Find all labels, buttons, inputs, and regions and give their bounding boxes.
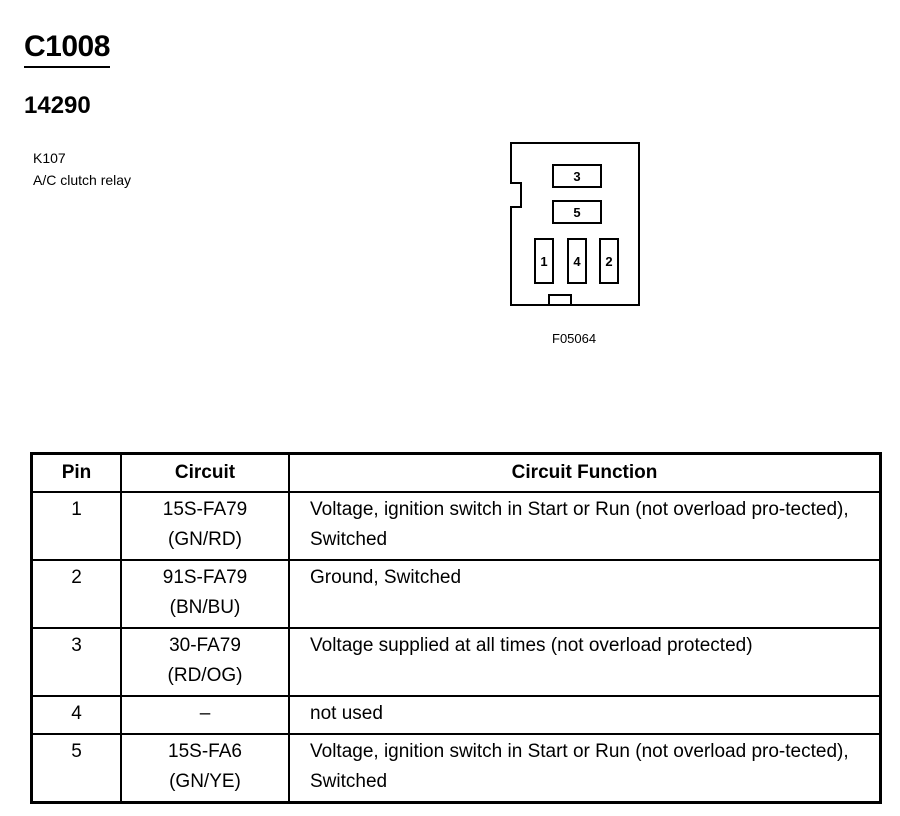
connector-bottom-key [548, 294, 572, 306]
wire-color: (GN/YE) [169, 771, 241, 792]
part-number: 14290 [24, 92, 91, 119]
header-circuit-function: Circuit Function [289, 454, 881, 493]
connector-face-diagram [510, 142, 640, 306]
header-pin: Pin [32, 454, 122, 493]
pin-2-terminal: 2 [599, 238, 619, 284]
function-cell: Voltage, ignition switch in Start or Run (not overload pro-tected), Switched [289, 734, 881, 803]
circuit-code: 15S-FA6 [168, 741, 242, 762]
table-row [32, 696, 881, 734]
pin-cell: 5 [32, 734, 122, 803]
function-cell: Voltage supplied at all times (not overload protected) [289, 628, 881, 696]
circuit-code: 91S-FA79 [162, 567, 248, 588]
connector-side-latch [510, 182, 522, 208]
pin-5-terminal: 5 [552, 200, 602, 224]
function-cell: Ground, Switched [289, 560, 881, 628]
circuit-cell [121, 628, 289, 696]
circuit-cell [121, 734, 289, 803]
pin-cell: 2 [32, 560, 122, 628]
pin-cell: 3 [32, 628, 122, 696]
wire-color: (GN/RD) [168, 529, 242, 550]
pin-4-terminal: 4 [567, 238, 587, 284]
component-id: K107 [33, 150, 66, 166]
circuit-cell [121, 492, 289, 560]
circuit-code: 30-FA79 [169, 635, 241, 656]
pinout-table [30, 452, 882, 804]
function-cell: not used [289, 696, 881, 734]
function-cell: Voltage, ignition switch in Start or Run (not overload pro-tected), Switched [289, 492, 881, 560]
circuit-cell [121, 560, 289, 628]
pin-3-terminal: 3 [552, 164, 602, 188]
table-row [32, 560, 881, 628]
table-row [32, 492, 881, 560]
pin-cell: 4 [32, 696, 122, 734]
circuit-code: – [199, 703, 211, 724]
pin-1-terminal: 1 [534, 238, 554, 284]
wire-color: (RD/OG) [167, 665, 243, 686]
header-circuit: Circuit [121, 454, 289, 493]
figure-id: F05064 [552, 331, 597, 346]
circuit-cell [121, 696, 289, 734]
table-row [32, 628, 881, 696]
table-row [32, 734, 881, 803]
wire-color: (BN/BU) [169, 597, 241, 618]
pin-cell: 1 [32, 492, 122, 560]
connector-title: C1008 [24, 30, 110, 68]
component-name: A/C clutch relay [33, 172, 132, 188]
circuit-code: 15S-FA79 [162, 499, 248, 520]
table-header-row [32, 454, 881, 493]
